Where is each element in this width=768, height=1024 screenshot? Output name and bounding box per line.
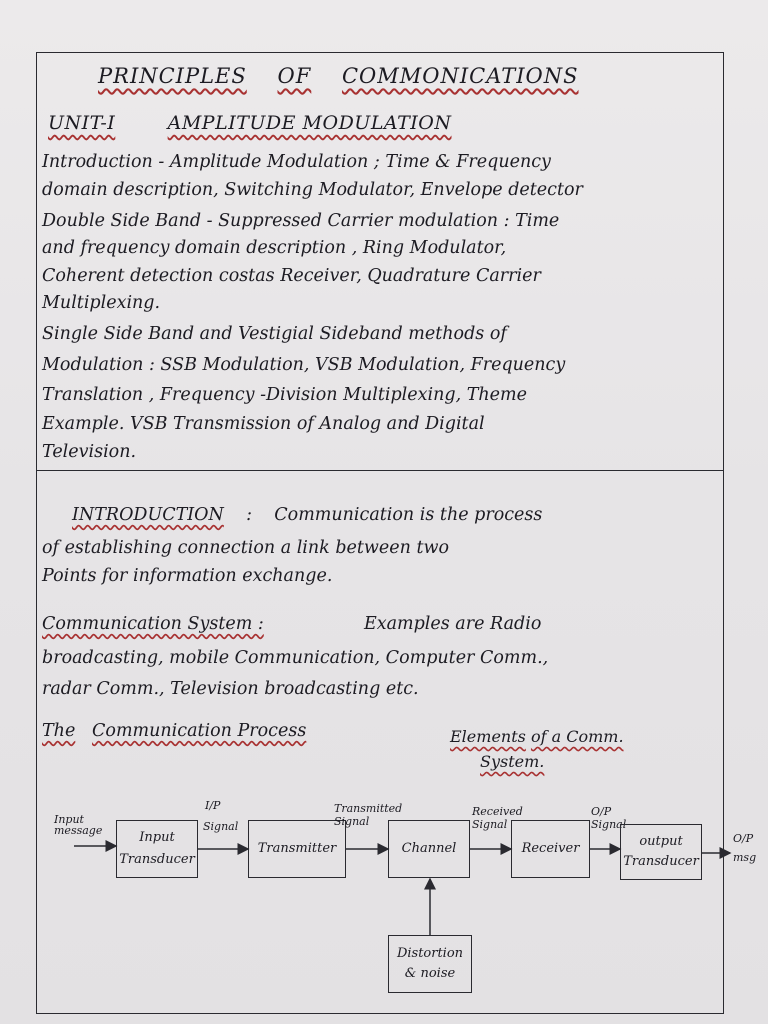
label-op-signal-line2: Signal bbox=[591, 818, 627, 831]
elements-system: System. bbox=[480, 752, 545, 771]
syllabus-line: Single Side Band and Vestigial Sideband methods of bbox=[42, 324, 507, 344]
label-transmitted-signal-line1: Transmitted bbox=[334, 802, 403, 815]
intro-heading: INTRODUCTION bbox=[72, 505, 224, 525]
block-input-transducer-line1: Input bbox=[139, 830, 175, 845]
label-ip-signal-line2: Signal bbox=[203, 820, 239, 833]
label-op-msg-line1: O/P bbox=[733, 832, 754, 845]
intro-line-3: Points for information exchange. bbox=[42, 566, 333, 586]
block-transmitter-label: Transmitter bbox=[257, 841, 337, 856]
label-received-signal-line2: Signal bbox=[472, 818, 508, 831]
block-input-transducer-line2: Transducer bbox=[119, 852, 195, 867]
unit-label: UNIT-I bbox=[48, 112, 116, 134]
examples-line-2: radar Comm., Television broadcasting etc. bbox=[42, 679, 419, 699]
label-transmitted-signal-line2: Signal bbox=[334, 815, 370, 828]
examples-line-1: broadcasting, mobile Communication, Computer Comm., bbox=[42, 648, 549, 668]
system-examples: Examples are Radio bbox=[363, 614, 542, 634]
block-output-transducer-line1: output bbox=[639, 834, 683, 849]
syllabus-line: Example. VSB Transmission of Analog and Digital bbox=[42, 414, 485, 434]
block-output-transducer-line2: Transducer bbox=[623, 854, 699, 869]
title-word-2: OF bbox=[277, 64, 312, 88]
intro-line-2: of establishing connection a link between two bbox=[42, 538, 449, 558]
intro-text-1: Communication is the process bbox=[274, 505, 543, 525]
block-receiver bbox=[511, 820, 590, 878]
block-channel-label: Channel bbox=[401, 841, 457, 856]
block-input-transducer bbox=[116, 820, 198, 878]
syllabus-line: Coherent detection costas Receiver, Quadrature Carrier bbox=[42, 266, 541, 286]
process-heading: Communication Process bbox=[92, 721, 307, 741]
syllabus-line: domain description, Switching Modulator, Envelope detector bbox=[42, 180, 583, 200]
title-word-3: COMMONICATIONS bbox=[341, 64, 579, 88]
label-input-message-line2: message bbox=[54, 824, 103, 837]
syllabus-line: Introduction - Amplitude Modulation ; Time & Frequency bbox=[42, 152, 551, 172]
unit-topic: AMPLITUDE MODULATION bbox=[167, 112, 452, 134]
label-op-msg bbox=[733, 833, 756, 863]
title-word-1: PRINCIPLES bbox=[98, 64, 247, 88]
intro-colon: : bbox=[246, 505, 253, 525]
label-received-signal-line1: Received bbox=[472, 805, 523, 818]
label-op-signal-line1: O/P bbox=[591, 805, 612, 818]
syllabus-line: Double Side Band - Suppressed Carrier modulation : Time bbox=[42, 211, 560, 231]
block-transmitter bbox=[248, 820, 346, 878]
syllabus-line: Television. bbox=[42, 442, 137, 462]
elements-word: Elements bbox=[450, 727, 526, 746]
elements-rest: of a Comm. bbox=[530, 727, 624, 746]
system-heading: Communication System : bbox=[42, 614, 264, 634]
block-distortion-line2: & noise bbox=[404, 966, 456, 981]
syllabus-line: and frequency domain description , Ring Modulator, bbox=[42, 238, 507, 258]
label-input-message-line1: Input bbox=[54, 813, 84, 826]
label-ip-signal bbox=[203, 800, 238, 832]
label-op-msg-line2: msg bbox=[733, 851, 757, 864]
block-receiver-label: Receiver bbox=[521, 841, 580, 856]
block-distortion-line1: Distortion bbox=[396, 946, 464, 961]
label-ip-signal-line1: I/P bbox=[205, 799, 221, 812]
syllabus-line: Modulation : SSB Modulation, VSB Modulation, Frequency bbox=[42, 355, 566, 375]
syllabus-line: Translation , Frequency -Division Multiplexing, Theme bbox=[42, 385, 527, 405]
process-the: The bbox=[42, 721, 76, 741]
block-distortion-noise bbox=[388, 935, 472, 993]
block-channel bbox=[388, 820, 470, 878]
syllabus-line: Multiplexing. bbox=[42, 293, 161, 313]
label-input-message bbox=[54, 814, 102, 836]
block-output-transducer bbox=[620, 824, 702, 880]
